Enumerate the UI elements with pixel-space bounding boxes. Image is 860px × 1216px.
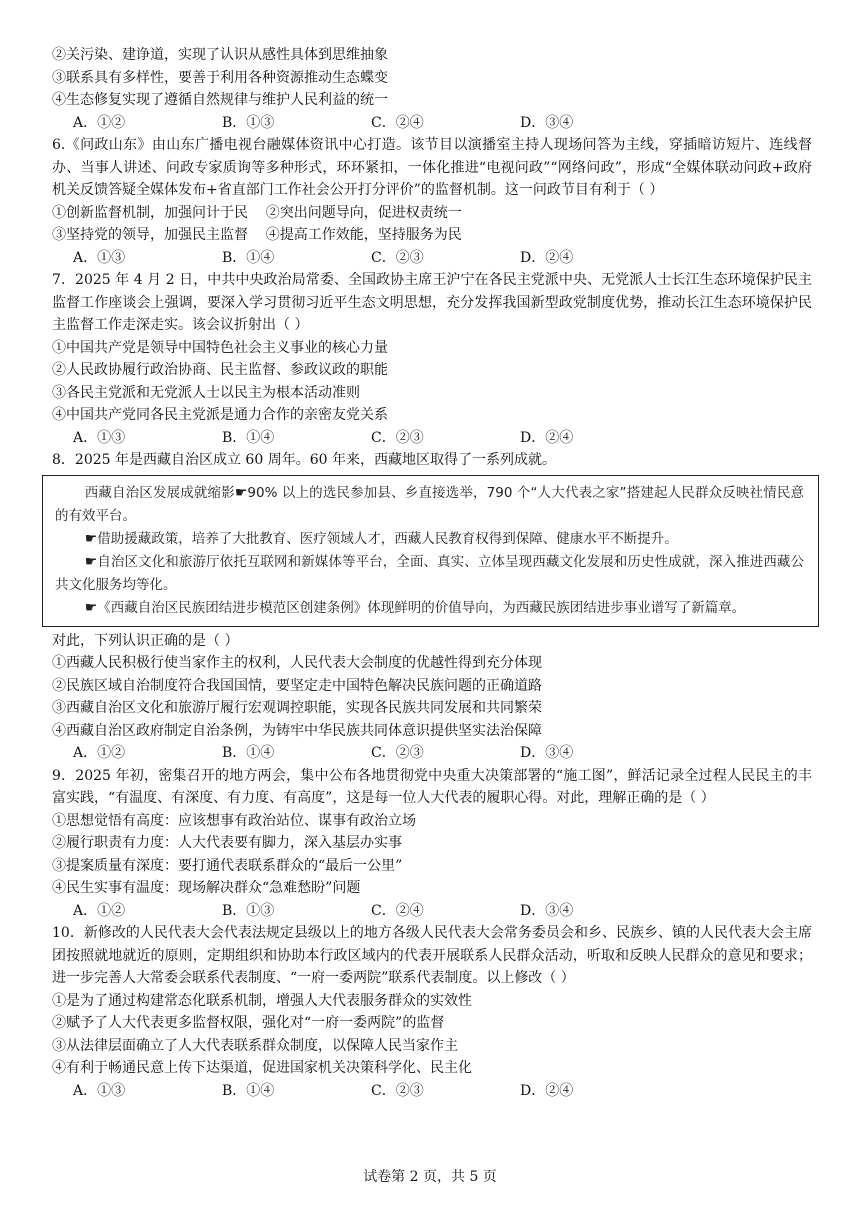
answer-choices (52, 112, 812, 135)
choice-b: B．①④ (222, 745, 275, 761)
option-statement: ①西藏人民积极行使当家作主的权利，人民代表大会制度的优越性得到充分体现 (52, 655, 542, 671)
choice-d: D．③④ (520, 902, 574, 919)
option-statement: ③从法律层面确立了人大代表联系群众制度，以保障人民当家作主 (52, 1037, 458, 1054)
material-text: 自治区文化和旅游厅依托互联网和新媒体等平台，全面、真实、立体呈现西藏文化发展和历史性成就，深入推进西藏公共文化服务均等化。 (55, 553, 804, 593)
option-statement: ①创新监督机制，加强问计于民 ②突出问题导向，促进权责统一 (52, 204, 462, 221)
choice-c: C．②③ (371, 1082, 424, 1099)
question-7 (52, 269, 812, 449)
choice-b: B．①④ (222, 429, 275, 446)
choice-a: A．①② (73, 745, 126, 761)
choice-c: C．②③ (371, 429, 424, 446)
choice-a: A．①② (73, 902, 126, 919)
pointing-hand-icon: ☛ (84, 530, 98, 547)
answer-choices (52, 427, 812, 450)
material-paragraph (55, 482, 804, 528)
choice-b: B．①③ (222, 114, 275, 131)
choice-d: D．②④ (520, 249, 574, 266)
choice-d: D．②④ (520, 429, 574, 446)
answer-choices (52, 900, 812, 923)
question-prompt: 对此，下列认识正确的是（ ） (52, 632, 239, 649)
option-statement: ④中国共产党同各民主党派是通力合作的亲密友党关系 (52, 407, 388, 423)
choice-c: C．②③ (371, 745, 424, 761)
option-statement: ①是为了通过构建常态化联系机制，增强人大代表服务群众的实效性 (52, 992, 472, 1009)
choice-a: A．①③ (73, 1082, 126, 1099)
option-statement: ③西藏自治区文化和旅游厅履行宏观调控职能，实现各民族共同发展和共同繁荣 (52, 700, 542, 716)
choice-a: A．①② (73, 114, 126, 131)
answer-choices (52, 247, 812, 270)
choice-c: C．②④ (371, 902, 424, 919)
page-footer: 试卷第 2 页，共 5 页 (363, 1169, 497, 1185)
option-statement: ③坚持党的领导，加强民主监督 ④提高工作效能，坚持服务为民 (52, 227, 462, 243)
option-statement: ②人民政协履行政治协商、民主监督、参政议政的职能 (52, 362, 388, 378)
material-box (42, 475, 819, 627)
question-10 (52, 922, 812, 1102)
option-statement: ③联系具有多样性，要善于利用各种资源推动生态蝶变 (52, 69, 388, 86)
option-statement: ④生态修复实现了遵循自然规律与维护人民利益的统一 (52, 92, 388, 108)
pointing-hand-icon: ☛ (84, 553, 98, 570)
material-text: 《西藏自治区民族团结进步模范区创建条例》体现鲜明的价值导向，为西藏民族团结进步事业谱写了新篇章。 (97, 599, 746, 616)
material-paragraph (55, 597, 804, 620)
option-statement: ①思想觉悟有高度：应该想事有政治站位、谋事有政治立场 (52, 812, 416, 829)
choice-d: D．③④ (520, 114, 574, 131)
question-stem: 7．2025 年 4 月 2 日，中共中央政治局常委、全国政协主席王沪宁在各民主党派中央、无党派人士长江生态环境保护民主监督工作座谈会上强调，要深入学习贯彻习近平生态文明思想，充分发挥我国新型政党制度优势，推动长江生态环境保护民主监督工作走深走实。该会议折射出（ ） (52, 272, 812, 333)
option-statement: ②关污染、建诤道，实现了认识从感性具体到思维抽象 (52, 47, 388, 63)
choice-a: A．①③ (73, 429, 126, 446)
choice-a: A．①③ (73, 249, 126, 266)
question-5-tail (52, 44, 812, 134)
material-paragraph (55, 528, 804, 551)
question-8 (52, 449, 812, 765)
material-text: 借助援藏政策，培养了大批教育、医疗领域人才，西藏人民教育权得到保障、健康水平不断提升。 (97, 530, 678, 547)
choice-d: D．③④ (520, 745, 574, 761)
exam-page (52, 44, 812, 1102)
question-stem: 8．2025 年是西藏自治区成立 60 周年。60 年来，西藏地区取得了一系列成就。 (52, 452, 556, 468)
question-9 (52, 765, 812, 923)
option-statement: ②赋予了人大代表更多监督权限，强化对“一府一委两院”的监督 (52, 1015, 445, 1031)
question-stem: 9．2025 年初，密集召开的地方两会，集中公布各地贯彻党中央重大决策部署的“施工图”，鲜活记录全过程人民民主的丰富实践，“有温度、有深度、有力度、有高度”，这是每一位人大代表的履职心得。对此，理解正确的是（ ） (52, 767, 812, 806)
option-statement: ③提案质量有深度：要打通代表联系群众的“最后一公里” (52, 857, 403, 874)
pointing-hand-icon: ☛ (234, 484, 248, 501)
choice-d: D．②④ (520, 1082, 574, 1099)
option-statement: ③各民主党派和无党派人士以民主为根本活动准则 (52, 384, 360, 401)
choice-b: B．①③ (222, 902, 275, 919)
material-text: 90% 以上的选民参加县、乡直接选举，790 个“人大代表之家”搭建起人民群众反映社情民意的有效平台。 (55, 484, 805, 524)
option-statement: ④西藏自治区政府制定自治条例，为铸牢中华民族共同体意识提供坚实法治保障 (52, 722, 542, 739)
question-stem: 6.《问政山东》由山东广播电视台融媒体资讯中心打造。该节目以演播室主持人现场问答为主线，穿插暗访短片、连线督办、当事人讲述、问政专家质询等多种形式，环环紧扣，一体化推进“电视问政”“网络问政”，形成“全媒体联动问政+政府机关反馈答疑全媒体发布+省直部门工作社会公开打分评价”的监督机制。这一问政节目有利于（ ） (52, 137, 812, 198)
choice-c: C．②③ (371, 249, 424, 266)
material-paragraph (55, 551, 804, 597)
choice-b: B．①④ (222, 249, 275, 266)
option-statement: ②民族区域自治制度符合我国国情，要坚定走中国特色解决民族问题的正确道路 (52, 677, 542, 694)
pointing-hand-icon: ☛ (84, 599, 98, 616)
choice-b: B．①④ (222, 1082, 275, 1099)
option-statement: ①中国共产党是领导中国特色社会主义事业的核心力量 (52, 339, 388, 356)
answer-choices (52, 742, 812, 765)
option-statement: ④民生实事有温度：现场解决群众“急难愁盼”问题 (52, 880, 361, 896)
option-statement: ②履行职责有力度：人大代表要有脚力，深入基层办实事 (52, 835, 402, 851)
answer-choices (52, 1080, 812, 1103)
material-title: 西藏自治区发展成就缩影 (84, 484, 235, 501)
question-stem: 10．新修改的人民代表大会代表法规定县级以上的地方各级人民代表大会常务委员会和乡、民族乡、镇的人民代表大会主席团按照就地就近的原则，定期组织和协助本行政区域内的代表开展联系人民群众活动，听取和反映人民群众的意见和要求；进一步完善人大常委会联系代表制度、“一府一委两院”联系代表制度。以上修改（ ） (52, 925, 812, 986)
question-6 (52, 134, 812, 269)
option-statement: ④有利于畅通民意上传下达渠道，促进国家机关决策科学化、民主化 (52, 1060, 472, 1076)
choice-c: C．②④ (371, 114, 424, 131)
